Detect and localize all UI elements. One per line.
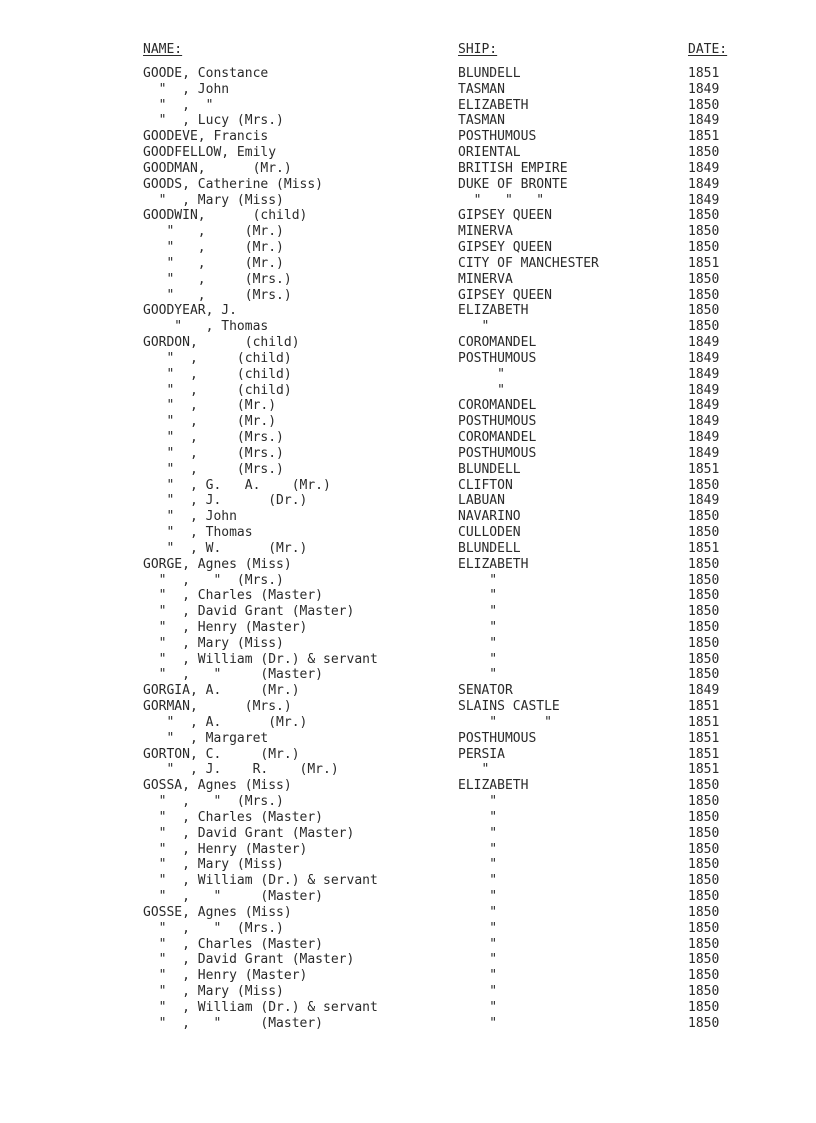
ship-name: " bbox=[458, 904, 498, 920]
arrival-date: 1850 bbox=[688, 303, 720, 319]
list-item bbox=[0, 256, 816, 272]
arrival-date: 1850 bbox=[688, 952, 720, 968]
list-item bbox=[0, 319, 816, 335]
list-item bbox=[0, 113, 816, 129]
ship-name: POSTHUMOUS bbox=[458, 445, 537, 461]
passenger-name: " , (Mrs.) bbox=[143, 287, 292, 303]
arrival-date: 1851 bbox=[688, 730, 720, 746]
list-item bbox=[0, 747, 816, 763]
arrival-date: 1849 bbox=[688, 335, 720, 351]
ship-name: TASMAN bbox=[458, 81, 505, 97]
ship-name: SLAINS CASTLE bbox=[458, 699, 560, 715]
list-item bbox=[0, 446, 816, 462]
passenger-name: " , David Grant (Master) bbox=[143, 825, 355, 841]
arrival-date: 1849 bbox=[688, 382, 720, 398]
passenger-name: " , David Grant (Master) bbox=[143, 604, 355, 620]
passenger-name: " , John bbox=[143, 81, 230, 97]
passenger-name: " , A. (Mr.) bbox=[143, 714, 308, 730]
passenger-name: " , John bbox=[143, 509, 237, 525]
passenger-name: GORMAN, (Mrs.) bbox=[143, 699, 292, 715]
list-item bbox=[0, 493, 816, 509]
arrival-date: 1850 bbox=[688, 97, 720, 113]
passenger-name: " , " (Mrs.) bbox=[143, 794, 284, 810]
arrival-date: 1850 bbox=[688, 920, 720, 936]
ship-name: CLIFTON bbox=[458, 477, 513, 493]
arrival-date: 1850 bbox=[688, 809, 720, 825]
ship-name: " bbox=[458, 366, 505, 382]
passenger-name: " , (Mrs.) bbox=[143, 461, 284, 477]
list-item bbox=[0, 557, 816, 573]
list-item bbox=[0, 288, 816, 304]
ship-name: SENATOR bbox=[458, 683, 513, 699]
arrival-date: 1849 bbox=[688, 176, 720, 192]
list-item bbox=[0, 509, 816, 525]
passenger-name: " , Charles (Master) bbox=[143, 588, 324, 604]
ship-name: " bbox=[458, 984, 498, 1000]
passenger-name: " , Charles (Master) bbox=[143, 936, 324, 952]
list-item bbox=[0, 762, 816, 778]
arrival-date: 1850 bbox=[688, 857, 720, 873]
passenger-name: " , " (Master) bbox=[143, 889, 324, 905]
passenger-name: " , Henry (Master) bbox=[143, 619, 308, 635]
passenger-name: GOODE, Constance bbox=[143, 66, 269, 81]
arrival-date: 1850 bbox=[688, 572, 720, 588]
passenger-name: " , (Mr.) bbox=[143, 414, 277, 430]
list-item bbox=[0, 478, 816, 494]
ship-name: " bbox=[458, 651, 498, 667]
list-item bbox=[0, 968, 816, 984]
passenger-name: GOSSE, Agnes (Miss) bbox=[143, 904, 292, 920]
ship-name: " bbox=[458, 572, 498, 588]
arrival-date: 1850 bbox=[688, 604, 720, 620]
ship-name: " bbox=[458, 794, 498, 810]
arrival-date: 1850 bbox=[688, 936, 720, 952]
list-item bbox=[0, 177, 816, 193]
passenger-name: GORTON, C. (Mr.) bbox=[143, 746, 300, 762]
list-item bbox=[0, 905, 816, 921]
passenger-name: GOODWIN, (child) bbox=[143, 208, 308, 224]
list-item bbox=[0, 683, 816, 699]
passenger-name: " , Mary (Miss) bbox=[143, 984, 284, 1000]
arrival-date: 1851 bbox=[688, 699, 720, 715]
ship-name: ELIZABETH bbox=[458, 303, 529, 319]
passenger-name: " , (Mr.) bbox=[143, 240, 284, 256]
passenger-name: " , (Mr.) bbox=[143, 255, 284, 271]
arrival-date: 1851 bbox=[688, 461, 720, 477]
passenger-name: " , David Grant (Master) bbox=[143, 952, 355, 968]
passenger-name: " , J. (Dr.) bbox=[143, 493, 308, 509]
arrival-date: 1849 bbox=[688, 350, 720, 366]
ship-name: " bbox=[458, 588, 498, 604]
ship-name: " bbox=[458, 667, 498, 683]
list-item bbox=[0, 984, 816, 1000]
arrival-date: 1850 bbox=[688, 145, 720, 161]
ship-name: " bbox=[458, 319, 490, 335]
ship-name: " bbox=[458, 999, 498, 1015]
list-item bbox=[0, 161, 816, 177]
ship-name: " bbox=[458, 920, 498, 936]
list-item bbox=[0, 588, 816, 604]
ship-name: TASMAN bbox=[458, 113, 505, 129]
arrival-date: 1850 bbox=[688, 240, 720, 256]
passenger-name: " , (Mrs.) bbox=[143, 445, 284, 461]
list-item bbox=[0, 667, 816, 683]
arrival-date: 1849 bbox=[688, 683, 720, 699]
passenger-name: " , Mary (Miss) bbox=[143, 192, 284, 208]
list-item bbox=[0, 794, 816, 810]
arrival-date: 1850 bbox=[688, 778, 720, 794]
arrival-date: 1849 bbox=[688, 81, 720, 97]
passenger-name: GORGE, Agnes (Miss) bbox=[143, 556, 292, 572]
ship-column-header: SHIP: bbox=[458, 42, 498, 57]
arrival-date: 1850 bbox=[688, 525, 720, 541]
passenger-name: " , William (Dr.) & servant bbox=[143, 999, 378, 1015]
passenger-name: " , Charles (Master) bbox=[143, 809, 324, 825]
passenger-name: " , Henry (Master) bbox=[143, 968, 308, 984]
arrival-date: 1850 bbox=[688, 556, 720, 572]
list-item bbox=[0, 383, 816, 399]
passenger-name: " , J. R. (Mr.) bbox=[143, 762, 339, 778]
passenger-name: " , (child) bbox=[143, 382, 292, 398]
ship-name: " bbox=[458, 936, 498, 952]
list-item bbox=[0, 367, 816, 383]
list-item bbox=[0, 699, 816, 715]
passenger-name: " , Thomas bbox=[143, 319, 269, 335]
ship-name: " bbox=[458, 1015, 498, 1031]
passenger-name: GOODYEAR, J. bbox=[143, 303, 237, 319]
name-column-header: NAME: bbox=[143, 42, 183, 57]
list-item bbox=[0, 414, 816, 430]
arrival-date: 1850 bbox=[688, 1015, 720, 1031]
list-item bbox=[0, 398, 816, 414]
arrival-date: 1850 bbox=[688, 825, 720, 841]
list-item bbox=[0, 303, 816, 319]
ship-name: " bbox=[458, 762, 490, 778]
list-item bbox=[0, 193, 816, 209]
passenger-list bbox=[0, 66, 816, 1032]
ship-name: " bbox=[458, 857, 498, 873]
arrival-date: 1849 bbox=[688, 414, 720, 430]
ship-name: COROMANDEL bbox=[458, 398, 537, 414]
ship-name: " bbox=[458, 619, 498, 635]
list-item bbox=[0, 857, 816, 873]
passenger-name: " , " (Master) bbox=[143, 1015, 324, 1031]
ship-name: MINERVA bbox=[458, 224, 513, 240]
passenger-name: " , " (Mrs.) bbox=[143, 572, 284, 588]
ship-name: PERSIA bbox=[458, 746, 505, 762]
arrival-date: 1850 bbox=[688, 509, 720, 525]
list-item bbox=[0, 430, 816, 446]
passenger-name: " , Lucy (Mrs.) bbox=[143, 113, 284, 129]
arrival-date: 1849 bbox=[688, 113, 720, 129]
list-item bbox=[0, 272, 816, 288]
ship-name: " bbox=[458, 635, 498, 651]
ship-name: ELIZABETH bbox=[458, 556, 529, 572]
ship-name: " " bbox=[458, 714, 552, 730]
ship-name: BRITISH EMPIRE bbox=[458, 160, 568, 176]
arrival-date: 1851 bbox=[688, 540, 720, 556]
arrival-date: 1849 bbox=[688, 493, 720, 509]
passenger-name: " , Margaret bbox=[143, 730, 269, 746]
list-item bbox=[0, 620, 816, 636]
ship-name: CITY OF MANCHESTER bbox=[458, 255, 599, 271]
passenger-name: " , " (Master) bbox=[143, 667, 324, 683]
ship-name: BLUNDELL bbox=[458, 540, 521, 556]
list-item bbox=[0, 82, 816, 98]
passenger-name: " , Mary (Miss) bbox=[143, 635, 284, 651]
list-item bbox=[0, 810, 816, 826]
arrival-date: 1850 bbox=[688, 619, 720, 635]
passenger-name: " , (child) bbox=[143, 350, 292, 366]
column-headers bbox=[0, 42, 816, 60]
list-item bbox=[0, 462, 816, 478]
ship-name: " bbox=[458, 873, 498, 889]
arrival-date: 1849 bbox=[688, 445, 720, 461]
ship-name: CULLODEN bbox=[458, 525, 521, 541]
arrival-date: 1851 bbox=[688, 255, 720, 271]
passenger-name: " , G. A. (Mr.) bbox=[143, 477, 331, 493]
passenger-name: " , Mary (Miss) bbox=[143, 857, 284, 873]
passenger-name: " , (Mr.) bbox=[143, 224, 284, 240]
arrival-date: 1851 bbox=[688, 714, 720, 730]
list-item bbox=[0, 1016, 816, 1032]
list-item bbox=[0, 98, 816, 114]
arrival-date: 1850 bbox=[688, 999, 720, 1015]
list-item bbox=[0, 636, 816, 652]
list-item bbox=[0, 778, 816, 794]
list-item bbox=[0, 937, 816, 953]
passenger-name: " , William (Dr.) & servant bbox=[143, 651, 378, 667]
ship-name: " bbox=[458, 604, 498, 620]
ship-name: " bbox=[458, 889, 498, 905]
list-item bbox=[0, 952, 816, 968]
arrival-date: 1850 bbox=[688, 968, 720, 984]
arrival-date: 1849 bbox=[688, 160, 720, 176]
arrival-date: 1849 bbox=[688, 398, 720, 414]
passenger-name: GOODEVE, Francis bbox=[143, 129, 269, 145]
ship-name: ORIENTAL bbox=[458, 145, 521, 161]
arrival-date: 1851 bbox=[688, 762, 720, 778]
passenger-name: " , " (Mrs.) bbox=[143, 920, 284, 936]
arrival-date: 1850 bbox=[688, 588, 720, 604]
list-item bbox=[0, 1000, 816, 1016]
ship-name: DUKE OF BRONTE bbox=[458, 176, 568, 192]
ship-name: COROMANDEL bbox=[458, 335, 537, 351]
list-item bbox=[0, 842, 816, 858]
passenger-name: GOODS, Catherine (Miss) bbox=[143, 176, 324, 192]
list-item bbox=[0, 541, 816, 557]
arrival-date: 1850 bbox=[688, 889, 720, 905]
list-item bbox=[0, 351, 816, 367]
passenger-name: GOODMAN, (Mr.) bbox=[143, 160, 292, 176]
list-item bbox=[0, 224, 816, 240]
arrival-date: 1849 bbox=[688, 366, 720, 382]
ship-name: POSTHUMOUS bbox=[458, 350, 537, 366]
ship-name: " bbox=[458, 968, 498, 984]
ship-name: " bbox=[458, 382, 505, 398]
ship-name: ELIZABETH bbox=[458, 778, 529, 794]
arrival-date: 1850 bbox=[688, 477, 720, 493]
passenger-name: " , (Mrs.) bbox=[143, 430, 284, 446]
arrival-date: 1850 bbox=[688, 651, 720, 667]
arrival-date: 1850 bbox=[688, 667, 720, 683]
list-item bbox=[0, 921, 816, 937]
arrival-date: 1851 bbox=[688, 746, 720, 762]
arrival-date: 1850 bbox=[688, 873, 720, 889]
list-item bbox=[0, 652, 816, 668]
passenger-name: GOSSA, Agnes (Miss) bbox=[143, 778, 292, 794]
arrival-date: 1850 bbox=[688, 319, 720, 335]
passenger-name: " , Thomas bbox=[143, 525, 253, 541]
arrival-date: 1850 bbox=[688, 904, 720, 920]
ship-name: GIPSEY QUEEN bbox=[458, 240, 552, 256]
ship-name: GIPSEY QUEEN bbox=[458, 287, 552, 303]
list-item bbox=[0, 66, 816, 82]
ship-name: " bbox=[458, 952, 498, 968]
ship-name: MINERVA bbox=[458, 271, 513, 287]
arrival-date: 1850 bbox=[688, 208, 720, 224]
passenger-name: GORDON, (child) bbox=[143, 335, 300, 351]
passenger-name: " , (Mrs.) bbox=[143, 271, 292, 287]
ship-name: POSTHUMOUS bbox=[458, 129, 537, 145]
ship-name: LABUAN bbox=[458, 493, 505, 509]
list-item bbox=[0, 208, 816, 224]
arrival-date: 1851 bbox=[688, 66, 720, 81]
ship-name: " bbox=[458, 809, 498, 825]
arrival-date: 1850 bbox=[688, 841, 720, 857]
date-column-header: DATE: bbox=[688, 42, 728, 57]
ship-name: POSTHUMOUS bbox=[458, 414, 537, 430]
arrival-date: 1851 bbox=[688, 129, 720, 145]
list-item bbox=[0, 731, 816, 747]
arrival-date: 1850 bbox=[688, 287, 720, 303]
ship-name: " bbox=[458, 841, 498, 857]
arrival-date: 1849 bbox=[688, 192, 720, 208]
arrival-date: 1850 bbox=[688, 635, 720, 651]
arrival-date: 1850 bbox=[688, 984, 720, 1000]
passenger-name: " , William (Dr.) & servant bbox=[143, 873, 378, 889]
ship-name: GIPSEY QUEEN bbox=[458, 208, 552, 224]
passenger-name: " , (child) bbox=[143, 366, 292, 382]
passenger-name: " , Henry (Master) bbox=[143, 841, 308, 857]
arrival-date: 1850 bbox=[688, 271, 720, 287]
ship-name: NAVARINO bbox=[458, 509, 521, 525]
list-item bbox=[0, 335, 816, 351]
list-item bbox=[0, 715, 816, 731]
ship-name: BLUNDELL bbox=[458, 66, 521, 81]
list-item bbox=[0, 240, 816, 256]
arrival-date: 1849 bbox=[688, 430, 720, 446]
arrival-date: 1850 bbox=[688, 794, 720, 810]
list-item bbox=[0, 145, 816, 161]
list-item bbox=[0, 129, 816, 145]
ship-name: " " " bbox=[458, 192, 545, 208]
ship-name: POSTHUMOUS bbox=[458, 730, 537, 746]
list-item bbox=[0, 873, 816, 889]
list-item bbox=[0, 826, 816, 842]
passenger-name: GORGIA, A. (Mr.) bbox=[143, 683, 300, 699]
list-item bbox=[0, 889, 816, 905]
ship-name: " bbox=[458, 825, 498, 841]
passenger-name: " , " bbox=[143, 97, 214, 113]
ship-name: BLUNDELL bbox=[458, 461, 521, 477]
passenger-name: " , W. (Mr.) bbox=[143, 540, 308, 556]
passenger-name: GOODFELLOW, Emily bbox=[143, 145, 277, 161]
list-item bbox=[0, 573, 816, 589]
arrival-date: 1850 bbox=[688, 224, 720, 240]
list-item bbox=[0, 525, 816, 541]
passenger-name: " , (Mr.) bbox=[143, 398, 277, 414]
ship-name: COROMANDEL bbox=[458, 430, 537, 446]
list-item bbox=[0, 604, 816, 620]
ship-name: ELIZABETH bbox=[458, 97, 529, 113]
